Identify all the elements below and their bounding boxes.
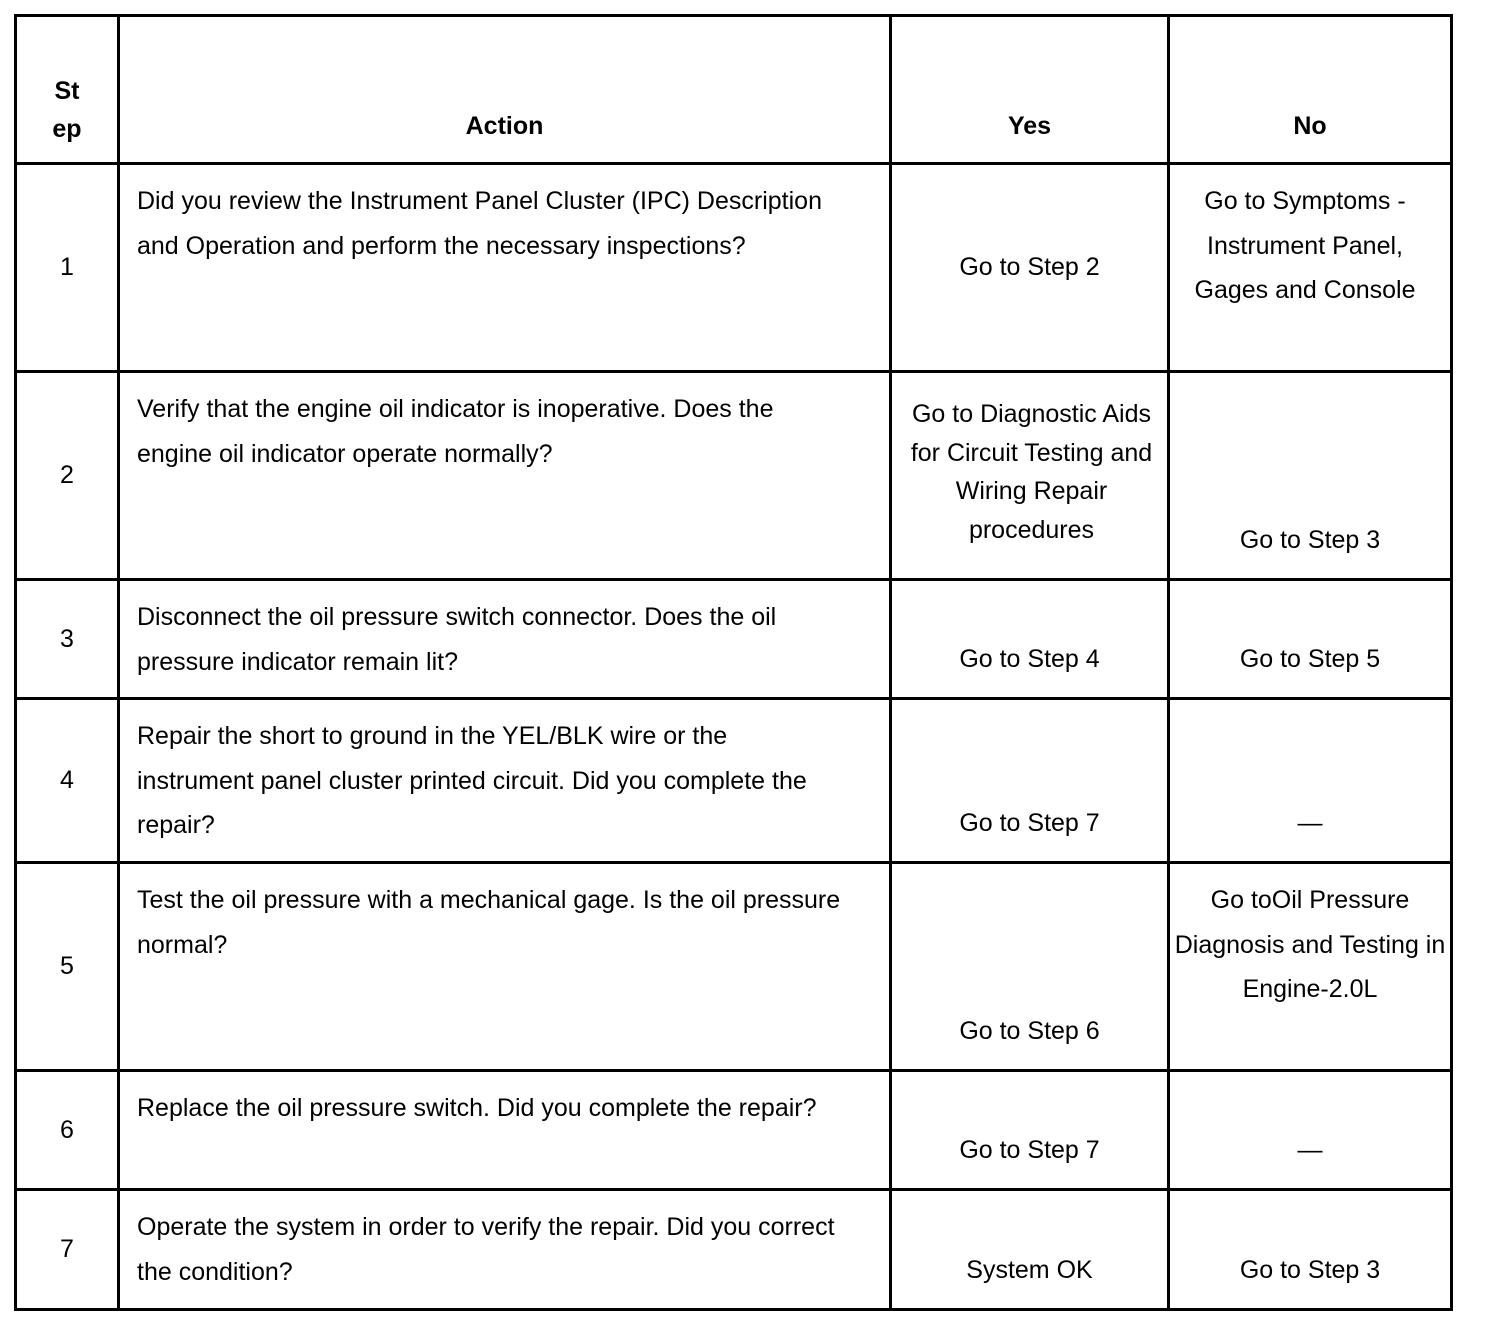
step-number: 6 bbox=[16, 1071, 119, 1190]
action-text: Verify that the engine oil indicator is inoperative. Does the engine oil indicator operate normally? bbox=[119, 372, 891, 580]
yes-result: Go to Step 2 bbox=[891, 164, 1169, 372]
table-row bbox=[16, 699, 1452, 863]
yes-result: Go to Step 6 bbox=[891, 863, 1169, 1071]
yes-result: System OK bbox=[891, 1190, 1169, 1310]
action-text: Replace the oil pressure switch. Did you complete the repair? bbox=[119, 1071, 891, 1190]
no-result: — bbox=[1169, 1071, 1452, 1190]
yes-result: Go to Step 4 bbox=[891, 580, 1169, 699]
action-text: Did you review the Instrument Panel Cluster (IPC) Description and Operation and perform the necessary inspections? bbox=[119, 164, 891, 372]
step-number: 1 bbox=[16, 164, 119, 372]
action-text: Test the oil pressure with a mechanical gage. Is the oil pressure normal? bbox=[119, 863, 891, 1071]
no-result: Go to Step 3 bbox=[1169, 372, 1452, 580]
diagnostic-table bbox=[14, 14, 1453, 1311]
step-number: 3 bbox=[16, 580, 119, 699]
no-result: Go to Step 3 bbox=[1169, 1190, 1452, 1310]
table-row bbox=[16, 164, 1452, 372]
table-row bbox=[16, 372, 1452, 580]
action-text: Repair the short to ground in the YEL/BLK wire or the instrument panel cluster printed circuit. Did you complete the repair? bbox=[119, 699, 891, 863]
action-text: Disconnect the oil pressure switch connector. Does the oil pressure indicator remain lit? bbox=[119, 580, 891, 699]
no-result: Go to Symptoms - Instrument Panel, Gages and Console bbox=[1169, 164, 1452, 372]
table-row bbox=[16, 1071, 1452, 1190]
header-yes: Yes bbox=[891, 16, 1169, 164]
no-result: Go toOil Pressure Diagnosis and Testing in Engine-2.0L bbox=[1169, 863, 1452, 1071]
step-number: 4 bbox=[16, 699, 119, 863]
yes-result: Go to Diagnostic Aids for Circuit Testing and Wiring Repair procedures bbox=[891, 372, 1169, 580]
table-row bbox=[16, 863, 1452, 1071]
action-text: Operate the system in order to verify the repair. Did you correct the condition? bbox=[119, 1190, 891, 1310]
header-step: St ep bbox=[16, 16, 119, 164]
yes-result: Go to Step 7 bbox=[891, 699, 1169, 863]
yes-result: Go to Step 7 bbox=[891, 1071, 1169, 1190]
no-result: — bbox=[1169, 699, 1452, 863]
step-number: 5 bbox=[16, 863, 119, 1071]
no-result: Go to Step 5 bbox=[1169, 580, 1452, 699]
table-row bbox=[16, 580, 1452, 699]
header-no: No bbox=[1169, 16, 1452, 164]
step-number: 2 bbox=[16, 372, 119, 580]
header-action: Action bbox=[119, 16, 891, 164]
header-row bbox=[16, 16, 1452, 164]
table-row bbox=[16, 1190, 1452, 1310]
step-number: 7 bbox=[16, 1190, 119, 1310]
